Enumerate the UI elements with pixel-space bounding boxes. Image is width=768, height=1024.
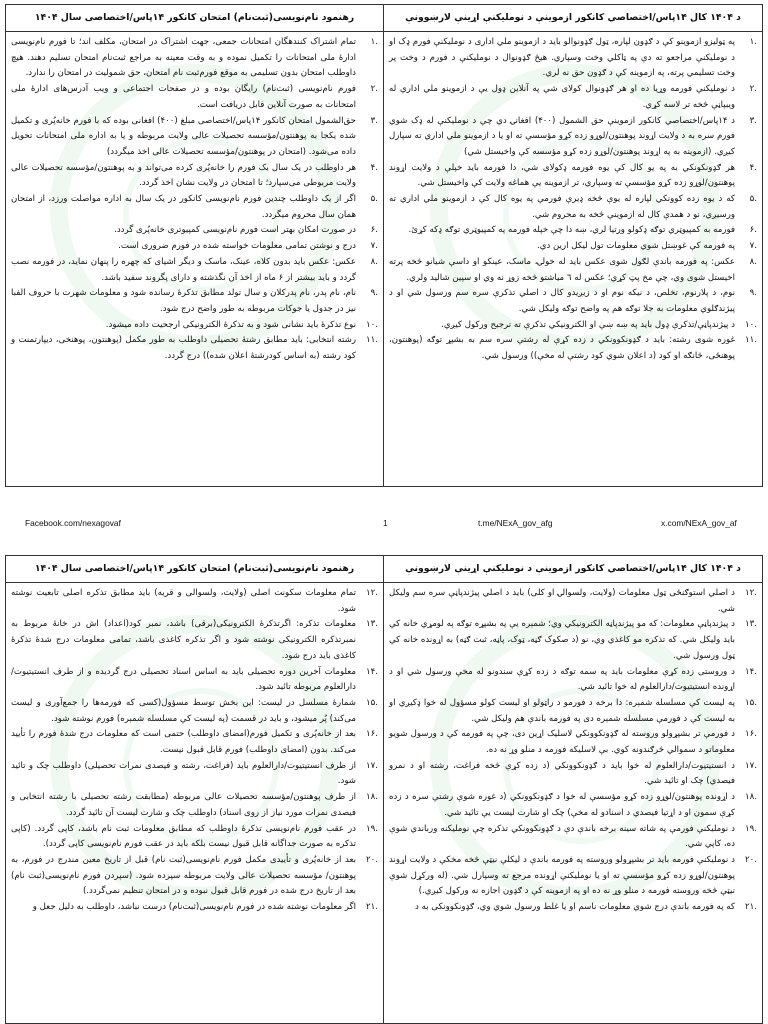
list-item — [11, 223, 378, 239]
pashto-header: د ۱۴۰۴ کال ۱۴پاس/اختصاصي کانکور ازموینې د نوملیکنې اړینې لارښوونې — [384, 556, 762, 583]
item-text: از طرف پوهنتون/مؤسسه تحصیلات عالی مربوطه (مطابقت رشته تحصیلی با رشته انتخابی و فیصدی نمرات مورد نیاز از روی اسناد) داوطلب چک و شارت لیست آن تائید گردد. — [11, 792, 356, 818]
item-text: د نوملیکنې فورمې په شاته سینه برخه باندې دې د ګډونکوونکي تذکره چې نوملیکنه ورباندي شوې ده، کاپي شي. — [389, 823, 735, 850]
item-text: نام، نام پدر، نام پدرکلان و سال تولد مطابق تذکرهٔ رسانده شود و معلومات شهرت با حروف الفبا نیز در جدول یا جوکات مربوطه به طور واضح درج شود. — [11, 288, 356, 314]
list-item — [11, 759, 378, 790]
item-number: .۱۰ — [366, 319, 378, 330]
item-number: .۱۶ — [745, 729, 757, 740]
dari-header: رهنمود نام‌نویسی(ثبت‌نام) امتحان کانکور ۱۴پاس/اختصاصی سال ۱۴۰۴ — [6, 556, 383, 583]
list-item — [389, 727, 757, 758]
item-number: .۹ — [749, 288, 757, 299]
item-number: .۲ — [370, 84, 378, 95]
list-item — [389, 255, 757, 286]
list-item — [11, 161, 378, 192]
item-number: .۱۹ — [366, 823, 378, 834]
bilingual-table — [5, 555, 763, 1024]
pashto-items — [384, 32, 762, 365]
list-item — [389, 900, 757, 916]
item-number: .۲۱ — [745, 902, 757, 913]
item-text: د ۱۴پاس/اختصاصي کانکور ازموینې حق الشمول (۴۰۰) افغانۍ دي چې د نوملیکنې له ډک شوي فورم سره به د ولایت اړوند پوهنتون/لوړو زده کړو مؤسسې ته او یا د ازموینو ملي اداري ته سپارل کیږي. (ازموینه به په اړوند پوهنتون/لوړو زده کړو مؤسسه کې واخیستل شي) — [389, 115, 736, 157]
list-item — [11, 696, 378, 727]
item-number: .۶ — [370, 225, 378, 236]
item-number: .۱۸ — [745, 792, 757, 803]
facebook-link[interactable]: Facebook.com/nexagovaf — [25, 518, 121, 528]
item-number: .۲۱ — [366, 902, 378, 913]
item-number: .۱۴ — [366, 666, 378, 677]
list-item — [11, 35, 378, 82]
item-number: .۲ — [749, 84, 757, 95]
item-text: نوم، د پلارنوم، تخلص، د نیکه نوم او د زیږیدو کال د اصلي تذکرې سره سم ورسول شي او د پیژندګلوي معلومات به جلا توګه هم په واضح توګه ولیکل شي. — [389, 288, 735, 314]
list-item — [389, 617, 757, 664]
item-number: .۱۸ — [366, 792, 378, 803]
pashto-column — [384, 556, 762, 1023]
list-item — [11, 239, 378, 255]
item-number: .۱۶ — [366, 729, 378, 740]
list-item — [389, 82, 757, 113]
item-text: د پیژندپاڼې معلومات: که مو پیژندپاڼه الکترونیکي وي؛ شمېره یې په بشپړه توګه په لومړي خانه کې باید ولیکل شي. که تذکره مو کاغذي وي، نو (د صکوک ګڼه، ټوک، پاڼه، ثبت ګڼه) به اړونده خانه کې ټول ورسول شي. — [389, 619, 735, 661]
item-text: هر ګډونکونکي به په یو کال کې یوه فورمه ډکولای شي، دا فورمه باید خپلې د ولایت اړوند پوهنتون/لوړو زده کړو مؤسسې ته وسپاري، تر ازموینه یې هماغه ولایت کې واخیستل شي. — [389, 162, 735, 189]
item-text: د اصلي استوګنځی ټول معلومات (ولایت، ولسوالۍ او کلی) باید د اصلي پیژندپاڼې سره سم ولیکل شي. — [389, 588, 735, 614]
item-text: حق‌الشمول امتحان کانکور ۱۴پاس/اختصاصی مبلغ (۴۰۰) افغانی بوده که با فورم خانه‌پُری و تکمیل شده یکجا به پوهنتون/مؤسسه تحصیلات عالی ولایت مربوطه و یا به اداره ملی امتحانات تحویل داده می‌شود. (امتحان در پوهنتون/مؤسسه تحصیلات عالی اخذ میگردد) — [11, 115, 356, 157]
item-number: .۲۰ — [366, 854, 378, 865]
dari-column — [6, 556, 384, 1023]
list-item — [389, 239, 757, 255]
list-item — [389, 822, 757, 853]
item-number: .۸ — [749, 256, 757, 267]
list-item — [11, 586, 378, 617]
item-number: .۱۳ — [366, 619, 378, 630]
item-text: که د یوه زده کوونکي لپاره له یوې څخه ډیرې فورمې په یوه کال کې د ازموینو ملي اداري ته ورسیږي، نو د همدې کال له ازموینې څخه به محروم شي. — [389, 194, 735, 220]
x-link[interactable]: x.com/NExA_gov_af — [661, 518, 737, 528]
item-text: د وروستی زده کړې معلومات باید په سمه توګه د زده کړې سندونو له مخې ورسول شي او د اړونده انستیتیوت/دارالعلوم له خوا تائید شي. — [389, 666, 735, 693]
item-number: .۶ — [749, 225, 757, 236]
item-number: .۳ — [370, 115, 378, 126]
item-text: بعد از خانه‌پُری و تأییدی مکمل فورم نام‌نویسی(ثبت نام) قبل از تاریخ معین مندرج در فورم، به پوهنتون/ مؤسسه تحصیلات عالی ولایت مربوطه سپرده شود. (سپردن فورم نام‌نویسی(ثبت نام) بعد از تاریخ درج شده در فورم قابل قبول نبوده و در امتحان تنظیم نمی‌گردد.) — [11, 854, 356, 897]
item-text: هر داوطلب در یک سال یک فورم را خانه‌پُری کرده می‌تواند و به پوهنتون/مؤسسه تحصیلات عالی ولایت مربوطی می‌سپارد؛ تا امتحان در ولایت نشان اخذ گردد. — [11, 162, 356, 189]
item-text: د اړونده پوهنتون/لوړو زده کړو مؤسسې له خوا د ګډونکوونکي (د غوره شوې رشتې سره د زده کړې سمون او د اړتیا فیصدي د اسنادو له مخې) چک او شارت لیست یې تائید شي. — [389, 792, 735, 818]
item-text: در عقب فورم نام‌نویسی تذکرهٔ داوطلب که مطابق معلومات ثبت نام باشد، کاپی گردد. (کاپی تذکره به صورت جداگانه قابل قبول نیست بلکه باید در عقب فورم نام‌نویسی کاپی گردد). — [11, 823, 356, 850]
item-number: .۱۵ — [745, 697, 757, 708]
item-number: .۱۱ — [366, 335, 378, 346]
pashto-items — [384, 583, 762, 916]
list-item — [389, 853, 757, 900]
bilingual-table — [5, 4, 763, 487]
item-number: .۲۰ — [745, 854, 757, 865]
list-item — [11, 318, 378, 334]
list-item — [11, 114, 378, 161]
item-number: .۱۴ — [745, 666, 757, 677]
list-item — [389, 333, 757, 364]
list-item — [389, 696, 757, 727]
list-item — [11, 617, 378, 664]
item-number: .۱ — [370, 37, 378, 47]
list-item — [11, 255, 378, 286]
item-number: .۱۷ — [745, 760, 757, 771]
item-text: فورمه به کمپیوټري توګه ډکولو ورتیا لري، ښه دا چې خپله فورمه په کمپیوټري توګه ډکه کړئ. — [408, 225, 735, 236]
item-number: .۱۲ — [745, 588, 757, 598]
list-item — [389, 759, 757, 790]
item-number: .۱۷ — [366, 760, 378, 771]
list-item — [11, 82, 378, 113]
item-text: بعد از خانه‌پُری و تکمیل فورم(امضای داوطلب) حتمی است که معلومات درج شدهٔ فورم را تأیید می‌کند. بدون (امضای داوطلب) فورم قابل قبول نیست. — [11, 729, 356, 756]
item-text: په لیست کې مسلسله شمېره: دا برخه د فورمو د راټولو او لیست کولو مسؤول له خوا ډکیږي او به لیست کې د فورمې مسلسله شمېره دی په فورمه باندې هم ولیکل شي. — [389, 697, 735, 724]
list-item — [389, 192, 757, 223]
telegram-link[interactable]: t.me/NExA_gov_afg — [478, 518, 553, 528]
document-page-1 — [5, 4, 763, 487]
item-number: .۷ — [749, 241, 757, 252]
list-item — [389, 35, 757, 82]
item-text: معلومات تذکره: اگرتذکرهٔ الکترونیکی(برقی) باشد، نمبر کود(اعداد) اش در خانهٔ مربوط به نمبرتذکره الکترونیکی نوشته شود و اگر تذکره کاغذی باشد، تمامی معلومات درج شدهٔ تذکرهٔ کاغذی باید درج شود. — [11, 619, 356, 661]
list-item — [389, 586, 757, 617]
item-text: از طرف انستیتیوت/دارالعلوم باید (فراغت، رشته و فیصدی نمرات تحصیلی) داوطلب چک و تائید شود. — [11, 760, 356, 787]
list-item — [11, 286, 378, 317]
item-text: اگر از یک داوطلب چندین فورم نام‌نویسی کانکور در یک سال به اداره مواصلت ورزد، از امتحان همان سال محروم میگردد. — [11, 194, 356, 220]
list-item — [11, 822, 378, 853]
item-text: شمارهٔ مسلسل در لیست: این بخش توسط مسؤول(کسی که فورمه‌ها را جمع‌آوری و لیست می‌کند) پُر میشود، و باید در قسمت (په لیست کې مسلسله شمېره) فورم نوشته شود. — [11, 697, 356, 724]
item-text: عکس: په فورمه باندې لګول شوی عکس باید له خولۍ، ماسک، عینکو او داسې شیانو څخه پرته اخیستل شوی وي، چې مخ پټ کړي؛ عکس له ٦ میاشتو څخه زوړ نه وي او سپین شالید ولري. — [389, 256, 735, 283]
item-text: د فورمې تر بشپړولو وروسته له ګډونکوونکي لاسلیک اړین دی، چې په فورمه کې د ورسول شویو معلوماتو د سموالي څرګندونه کوي. بې لاسلیکه فورمه د منلو وړ نه ده. — [389, 729, 735, 756]
list-item — [11, 900, 378, 916]
page-footer — [0, 518, 768, 532]
item-text: فورم نام‌نویسی (ثبت‌نام) رایگان بوده و در صفحات اجتماعی و ویب آدرس‌های ادارهٔ ملی امتحانات به صورت آنلاین قابل دریافت است. — [11, 84, 356, 110]
item-text: په ټولیزو ازموینو کې د ګډون لپاره، ټول ګډونوالو باید د ازموینو ملي اداری د نوملیکنې فورم ډک او د نوملیکنې مراجعو ته دې په ټاکلي وخت وسپاري. هیڅ ګډونوال د نوملیکنې د فورم د وخت پر وخت تسلیمي پرته، په ازموینه کې د ګډون حق نه لري. — [389, 37, 735, 79]
item-text: درج و نوشتن تمامی معلومات خواسته شده در فورم ضروری است. — [118, 241, 356, 252]
item-number: .۱۰ — [745, 319, 757, 330]
item-number: .۱۳ — [745, 619, 757, 630]
item-text: په فورمه کې غوښتل شوي معلومات تول لیکل ارین دي. — [537, 241, 735, 252]
pashto-header: د ۱۴۰۴ کال ۱۴پاس/اختصاصي کانکور ازموینې د نوملیکنې اړینې لارښوونې — [384, 5, 762, 32]
item-number: .۹ — [370, 288, 378, 299]
dari-header: رهنمود نام‌نویسی(ثبت‌نام) امتحان کانکور ۱۴پاس/اختصاصی سال ۱۴۰۴ — [6, 5, 383, 32]
item-number: .۱۹ — [745, 823, 757, 834]
item-text: معلومات آخرین دوره تحصیلی باید به اساس اسناد تحصیلی درج گردیده و از طرف انستیتیوت/دارالعلوم مربوطه تائید شود. — [11, 666, 356, 693]
list-item — [389, 161, 757, 192]
item-text: نوع تذکرهٔ باید نشانی شود و به تذکرهٔ الکترونیکی ارجحیت داده میشود. — [105, 319, 356, 330]
item-number: .۱۲ — [366, 588, 378, 598]
item-text: رشته انتخابی: باید مطابق رشتهٔ تحصیلی داوطلب به طور مکمل (پوهنتون، پوهنخی، دیپارتمنت و کود رشته (به اساس کودرشتهٔ اعلان شده)) درج گردد. — [11, 335, 356, 362]
page-number: 1 — [383, 518, 388, 528]
item-number: .۵ — [749, 194, 757, 205]
list-item — [11, 727, 378, 758]
item-text: عکس: عکس باید بدون کلاه، عینک، ماسک و دیگر اشیای که چهره را پنهان نماید، در فورمه نصب گردد و باید بیشتر از ۶ ماه از اخذ آن نگذشته و دارای پگروند سفید باشد. — [11, 256, 356, 283]
list-item — [11, 853, 378, 900]
list-item — [389, 665, 757, 696]
list-item — [11, 790, 378, 821]
item-text: غوره شوی رشته: باید د ګډونکوونکي د زده کړې له رشتې سره سم به بشپړ توګه (پوهنتون، پوهنځی، څانګه او کود (د اعلان شوي کود رشتې له مخې)) ورسول شي. — [389, 335, 735, 362]
list-item — [11, 665, 378, 696]
item-text: اگر معلومات نوشته شده در فورم نام‌نویسی(ثبت‌نام) درست نباشد، داوطلب به دلیل جعل و — [32, 902, 356, 913]
dari-items — [6, 32, 383, 365]
item-text: د نوملیکنې فورمه باید تر بشپړولو وروسته په فورمه باندې د لیکلې نیټې څخه مخکې د ولایت اړوند پوهنتون/لوړو زده کړو مؤسسې ته او یا نوملیکنې اړونده مرجع ته وسپارل شي. (له ورکړل شوې نیټې څخه وروسته فورمه د منلو وړ نه ده او په ازموینه کې د ګډون اجازه نه ورکول کیږي.) — [389, 854, 735, 897]
item-number: .۴ — [370, 162, 378, 173]
item-number: .۴ — [749, 162, 757, 173]
item-text: تمام معلومات سکونت اصلی (ولایت، ولسوالی و قریه) باید مطابق تذکره اصلی تابعیت نوشته شود. — [11, 588, 356, 614]
item-number: .۸ — [370, 256, 378, 267]
list-item — [389, 223, 757, 239]
list-item — [389, 114, 757, 161]
item-number: .۳ — [749, 115, 757, 126]
item-text: د انستیتیوت/دارالعلوم له خوا باید د ګډونکوونکي (د زده کړې څخه فراغت، رشته او د نمرو فیصدي) چک او تائید شي. — [389, 760, 735, 787]
dari-items — [6, 583, 383, 916]
list-item — [11, 192, 378, 223]
item-text: که په فورمه باندې درج شوي معلومات ناسم او یا غلط ورسول شوي وي، ګډونکوونکی به د — [415, 902, 735, 913]
document-page-2 — [5, 555, 763, 1024]
pashto-column — [384, 5, 762, 486]
item-text: در صورت امکان بهتر است فورم نام‌نویسی کمپیوتری خانه‌پُری گردد. — [114, 225, 356, 236]
item-number: .۵ — [370, 194, 378, 205]
dari-column — [6, 5, 384, 486]
item-number: .۱ — [749, 37, 757, 47]
item-text: د پیژندپاڼې/تذکرې ډول باید په ښه ښې او الکترونیکي تذکرې ته ترجیح ورکول کیږي. — [441, 319, 735, 330]
item-number: .۱۱ — [745, 335, 757, 346]
list-item — [389, 286, 757, 317]
list-item — [389, 318, 757, 334]
item-text: تمام اشتراک کنندهگان امتحانات جمعی، جهت اشتراک در امتحان، مکلف اند؛ تا فورم نام‌نویسی ادارهٔ ملی امتحانات را تکمیل نموده و به وقت معینه به مراجع ثبت‌نام امتحان تسلیم دهند. هیچ داوطلب امتحان بدون تسلیمی به موقع فورم‌ثبت نام امتحان، حق شمولیت در امتحان را ندارد. — [11, 37, 356, 79]
item-text: د نوملیکنې فورمه وړیا ده او هر ګډونوال کولای شي په آنلاین ډول یې د ازموینو ملي اداري له ویبپاڼې څخه تر لاسه کړي. — [389, 84, 735, 110]
list-item — [389, 790, 757, 821]
item-number: .۷ — [370, 241, 378, 252]
list-item — [11, 333, 378, 364]
item-number: .۱۵ — [366, 697, 378, 708]
